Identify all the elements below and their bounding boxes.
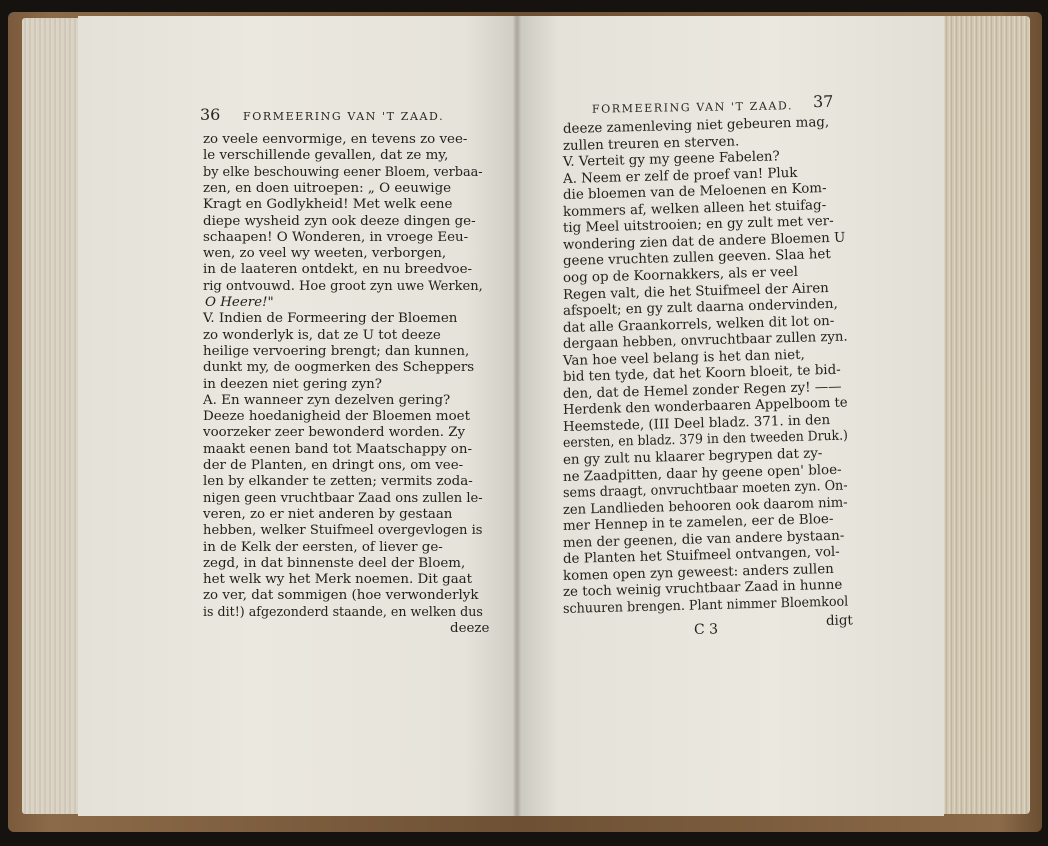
right-text-line: Heemstede, (III Deel bladz. 371. in den [562,412,831,435]
left-text-line: zo ver, dat sommigen (hoe verwonderlyk [203,588,479,604]
right-text-line: wondering zien dat de andere Bloemen U [562,230,846,253]
right-text-line: geene vruchten zullen geeven. Slaa het [562,247,831,270]
left-text-line: maakt eenen band tot Maatschappy on- [203,441,472,457]
right-text-line: tig Meel uitstrooien; en gy zult met ver- [562,214,834,237]
left-text-line: zen, en doen uitroepen: „ O eeuwige [203,180,452,196]
left-text-line: in de Kelk der eersten, of liever ge- [203,539,443,555]
right-text-line: en gy zult nu klaarer begrypen dat zy- [562,446,823,468]
right-text-line: dergaan hebben, onvruchtbaar zullen zyn. [562,329,848,353]
left-text-line: voorzeker zeer bewonderd worden. Zy [203,425,466,441]
right-page-edges [938,16,1030,814]
left-text-line: Kragt en Godlykheid! Met welk eene [203,197,453,213]
right-text-line: de Planten het Stuifmeel ontvangen, vol- [562,545,840,568]
right-text-line: komen open zyn geweest: anders zullen [562,561,834,584]
right-text-line: oog op de Koornakkers, als er veel [562,264,799,286]
right-text-line: zullen treuren en sterven. [562,133,740,154]
right-running-head: FORMEERING VAN 'T ZAAD. [591,99,794,116]
right-text-line: ne Zaadpitten, daar hy geene open' bloe- [562,462,842,485]
left-text-line: zo wonderlyk is, dat ze U tot deeze [203,327,441,343]
left-text-line: le verschillende gevallen, dat ze my, [203,148,449,164]
left-text-line: zegd, in dat binnenste deel der Bloem, [203,555,466,571]
right-text-line: den, dat de Hemel zonder Regen zy! —— [562,379,842,402]
right-text-line: Van hoe veel belang is het dan niet, [562,347,805,369]
left-text-line: hebben, welker Stuifmeel overgevlogen is [203,523,483,539]
left-page-number: 36 [200,105,221,124]
right-text-line: bid ten tyde, dat het Koorn bloeit, te bid- [562,362,841,386]
left-text-line: heilige vervoering brengt; dan kunnen, [203,343,470,359]
right-text-line: afspoelt; en gy zult daarna ondervinden, [562,296,838,320]
left-text-line: len by elkander te zetten; vermits zoda- [203,474,473,490]
left-text-line: wen, zo veel wy weeten, verborgen, [203,246,447,262]
right-text-line: sems draagt, onvruchtbaar moeten zyn. On- [562,478,848,502]
left-text-line: rig ontvouwd. Hoe groot zyn uwe Werken, [203,278,483,294]
right-text-line: die bloemen van de Meloenen en Kom- [562,181,827,204]
right-text-line: schuuren brengen. Plant nimmer Bloemkool [562,594,849,617]
right-text-line: eersten, en bladz. 379 in den tweeden Druk.) [562,428,849,452]
left-running-head: FORMEERING VAN 'T ZAAD. [243,110,445,123]
left-text-line: O Heere!" [205,295,274,310]
right-text-line: zen Landlieden behooren ook daarom nim- [562,495,848,518]
right-text-line: dat alle Graankorrels, welken dit lot on- [562,313,835,336]
right-text-line: deeze zamenleving niet gebeuren mag, [562,115,830,137]
left-text-line: Deeze hoedanigheid der Bloemen moet [203,409,470,425]
right-text-line: V. Verteit gy my geene Fabelen? [562,149,780,171]
right-text-line: A. Neem er zelf de proef van! Pluk [562,165,798,187]
left-page-edges [22,18,86,814]
left-text-line: A. En wanneer zyn dezelven gering? [203,392,451,408]
left-text-line: dunkt my, de oogmerken des Scheppers [203,360,475,376]
right-text-line: men der geenen, die van andere bystaan- [562,528,845,551]
book-gutter [512,16,522,816]
right-text-line: kommers af, welken alleen het stuifag- [562,197,827,220]
left-text-line: in deezen niet gering zyn? [203,376,382,392]
left-text-line: diepe wysheid zyn ook deeze dingen ge- [203,213,476,229]
left-text-line: in de laateren ontdekt, en nu breedvoe- [203,262,473,278]
left-text-line: der de Planten, en dringt ons, om vee- [203,458,464,473]
left-text-line: zo veele eenvormige, en tevens zo vee- [203,132,468,147]
left-text-line: by elke beschouwing eener Bloem, verbaa- [203,164,483,180]
right-text-line: Herdenk den wonderbaaren Appelboom te [562,395,848,419]
right-text-line: mer Hennep in te zamelen, eer de Bloe- [562,512,834,535]
left-text-line: deeze [450,621,490,636]
right-page-number: 37 [812,91,834,112]
left-text-line: V. Indien de Formeering der Bloemen [203,311,458,327]
right-page-signature: C 3 [693,621,719,638]
left-text-line: veren, zo er niet anderen by gestaan [203,506,453,522]
right-text-line: ze toch weinig vruchtbaar Zaad in hunne [562,578,843,601]
right-text-line: Regen valt, die het Stuifmeel der Airen [562,280,829,303]
right-page-catchword: digt [825,613,853,629]
left-text-line: schaapen! O Wonderen, in vroege Eeu- [203,229,469,245]
left-text-line: is dit!) afgezonderd staande, en welken dus [203,604,483,620]
left-text-line: nigen geen vruchtbaar Zaad ons zullen le- [203,490,483,506]
left-text-line: het welk wy het Merk noemen. Dit gaat [203,572,473,588]
